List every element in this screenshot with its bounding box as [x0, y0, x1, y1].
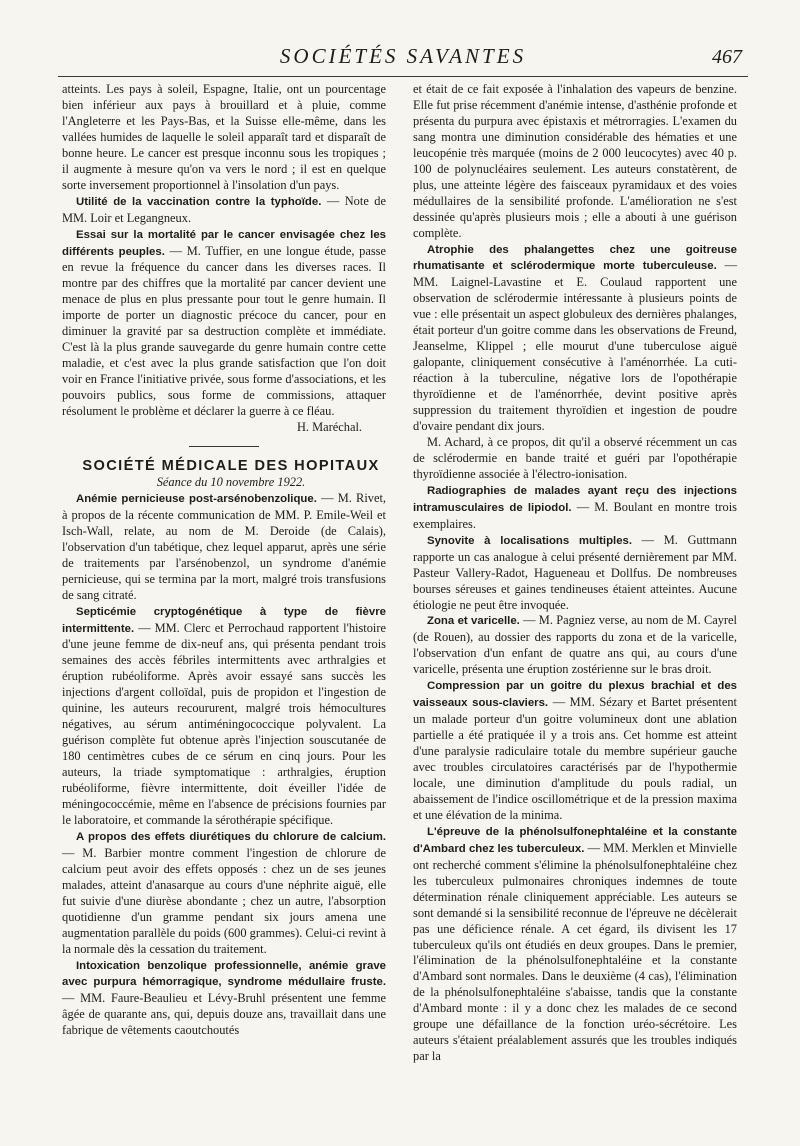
paragraph-typhoid [62, 194, 386, 227]
heading-zona: Zona et varicelle. [427, 615, 520, 628]
left-column [62, 82, 386, 1039]
session-date: Séance du 10 novembre 1922. [156, 474, 306, 489]
paragraph-cancer [62, 227, 386, 420]
text-synovite: — M. Guttmann rapporte un cas analogue à celui présenté dernièrement par MM. Pasteur Vallery-Radot, Hagueneau et Dollfus. De nombreuses bourses séreuses et gaines tendineuses étaient atteintes. Aucune étiologie ne peut être invoquée. [413, 532, 737, 612]
paragraph-synovite [413, 533, 737, 614]
running-head: SOCIÉTÉS SAVANTES [279, 44, 527, 68]
paragraph-intoxication [62, 958, 386, 1040]
heading-epreuve: L'épreuve de la phénolsulfonephtaléine et la constante d'Ambard chez les tuberculeux. [413, 825, 737, 855]
paragraph-septicemie [62, 604, 386, 829]
heading-atrophie: Atrophie des phalangettes chez une goitreuse rhumatisante et sclérodermique morte tuberculeuse. [413, 243, 737, 273]
heading-radiographies: Radiographies de malades ayant reçu des injections intramusculaires de lipiodol. [413, 484, 737, 514]
heading-intoxication: Intoxication benzolique professionnelle, anémie grave avec purpura hémorragique, syndrome médullaire fruste. [62, 959, 386, 989]
heading-septicemie: Septicémie cryptogénétique à type de fièvre intermittente. [62, 605, 386, 635]
text-epreuve: — MM. Merklen et Minvielle ont recherché comment s'élimine la phénolsulfonephtaléine chez les tuberculeux pulmonaires chroniques indemnes de toute détermination rénale cliniquement appréciable. Les auteurs se sont demandé si la sensibilité reconnue de l'épreuve ne décèlerait pas une déficience rénale. A cet égard, ils divisent les 17 tuberculeux qu'ils ont étudiés en deux groupes. Dans le premier, l'élimination de la phénolsulfonephtaléine et la constante d'Ambard sont normales. Dans le deuxième (4 cas), l'élimination de la phénolsulfonephtaléine s'abaisse, tandis que la constante d'Ambard monte : il y a donc chez les malades de ce second groupe une défaillance de la fonction uréo-sécrétoire. Les auteurs s'étaient préalablement assurés que les troubles indiqués par la [413, 840, 737, 1064]
text-compression: — MM. Sézary et Bartet présentent un malade porteur d'un goitre volumineux dont une ablation partielle a été pratiquée il y a trois ans. Cet homme est atteint d'une paralysie radiculaire totale du membre supérieur gauche avec troubles circulatoires caractérisés par de l'hypothermie locale, une diminution d'amplitude du pouls radial, un abaissement de l'indice oscillométrique et de la pression maxima et une élévation de la minima. [413, 695, 737, 822]
paragraph-atrophie [413, 242, 737, 435]
text-radiographies: — M. Boulant en montre trois exemplaires. [413, 499, 737, 531]
paragraph-epreuve [413, 824, 737, 1065]
heading-synovite: Synovite à localisations multiples. [427, 534, 633, 547]
text-septicemie: — MM. Clerc et Perrochaud rapportent l'histoire d'une jeune femme de dix-neuf ans, qui présenta pendant trois semaines des accès fébriles intermittents avec arthralgies et éruption rubéoliforme. Après avoir essayé sans succès les injections d'argent colloïdal, puis de propidon et l'ingestion de quinine, les auteurs recoururent, malgré trois hémocultures négatives, au sérum antiméningococcique polyvalent. La guérison complète fut obtenue après l'injection souscutanée de 180 centimètres cubes de ce sérum en cinq jours. Pour les auteurs, la triade symptomatique : arthralgies, éruption rubéoliforme, fièvre intermittente, doit éveiller l'idée de méningococcémie, même en l'absence de précisions fournies par le laboratoire, et commande la sérothérapie spécifique. [62, 620, 386, 827]
paragraph-zona [413, 613, 737, 678]
heading-anemie: Anémie pernicieuse post-arsénobenzolique. [76, 492, 317, 505]
text-cancer: — M. Tuffier, en une longue étude, passe en revue la fréquence du cancer dans les diverses races. Il montre par des chiffres que la mortalité par cancer devient une menace de plus en plus pressante pour tout le genre humain. Il importe de porter un diagnostic précoce du cancer, pour en diminuer la gravité par sa destruction complète et immédiate. C'est là la plus grande sauvegarde du genre humain contre cette maladie, et c'est avec la plus grande satisfaction que l'on doit voir en France l'initiative privée, sous forme d'associations, et les pouvoirs publics, sous forme de commissions, attaquer résolument le problème et déclarer la guerre à ce fléau. [62, 243, 386, 419]
heading-cancer: Essai sur la mortalité par le cancer envisagée chez les différents peuples. [62, 228, 386, 258]
signature: H. Maréchal. [296, 420, 362, 435]
heading-typhoid: Utilité de la vaccination contre la typhoïde. [76, 195, 322, 208]
page-number: 467 [712, 46, 742, 68]
paragraph-compression [413, 678, 737, 824]
section-title: SOCIÉTÉ MÉDICALE DES HOPITAUX [82, 457, 380, 474]
text-zona: — M. Pagniez verse, au nom de M. Cayrel (de Rouen), au dossier des rapports du zona et de la varicelle, l'observation d'un enfant de quatre ans qui, au cours d'une varicelle, présenta une éruption zostérienne sur le bras droit. [413, 613, 737, 677]
text-atrophie: — MM. Laignel-Lavastine et E. Coulaud rapportent une observation de sclérodermie intéressante à plusieurs points de vue : elle présentait un aspect globuleux des dernières phalanges, était porteur d'un goitre comme dans les observations de Freund, Jeanselme, Klippel ; elle mourut d'une tuberculose aiguë galopante, cliniquement consécutive à l'aménorrhée. La cuti-réaction à la tuberculine, négative lors de l'opothérapie thyroïdienne et de l'aménorrhée, devint positive après suppression du traitement thyroïdien et ingestion de poudre d'ovaire pendant dix jours. [413, 258, 737, 434]
paragraph-achard: M. Achard, à ce propos, dit qu'il a observé récemment un cas de sclérodermie en bande traité et guéri par l'opothérapie thyroïdienne associée à l'électro-ionisation. [413, 434, 737, 481]
text-typhoid: — Note de MM. Loir et Legangneux. [62, 193, 387, 225]
paragraph-diuretiques [62, 829, 386, 958]
heading-diuretiques: A propos des effets diurétiques du chlorure de calcium. [76, 830, 386, 843]
heading-compression: Compression par un goitre du plexus brachial et des vaisseaux sous-claviers. [413, 680, 737, 710]
paragraph-radiographies [413, 483, 737, 533]
paragraph-insolation: atteints. Les pays à soleil, Espagne, Italie, ont un pourcentage bien inférieur aux pays à brouillard et à pluie, comme l'Angleterre et les Pays-Bas, et la Suisse elle-même, dans les vallées humides de laquelle le soleil apparaît tard et disparaît de bonne heure. Le cancer est presque inconnu sous les tropiques ; il augmente à mesure qu'on va vers le nord ; il est en quelque sorte inversement proportionnel à l'insolation d'un pays. [62, 82, 386, 192]
paragraph-anemie [62, 491, 386, 604]
text-intoxication: — MM. Faure-Beaulieu et Lévy-Bruhl présentent une femme âgée de quarante ans, qui, depuis douze ans, travaillait dans une fabrique de vêtements caoutchoutés [62, 991, 386, 1038]
paragraph-benzine: et était de ce fait exposée à l'inhalation des vapeurs de benzine. Elle fut prise récemment d'anémie intense, d'asthénie profonde et présenta du purpura avec épistaxis et métrorragies. L'examen du sang montra une diminution considérable des hématies et une leucopénie très marquée (moins de 2 000 leucocytes) avec 40 p. 100 de polynucléaires seulement. Les auteurs constatèrent, de plus, une atteinte légère des faisceaux pyramidaux et des voies médullaires de la sensibilité profonde. L'amélioration ne s'est dessinée qu'après plusieurs mois ; elle a abouti à une guérison complète. [413, 82, 737, 240]
text-anemie: — M. Rivet, à propos de la récente communication de MM. P. Emile-Weil et Isch-Wall, relate, au nom de M. Deroide (de Calais), l'observation d'un tabétique, chez lequel apparut, après une série de traitements par l'arsénobenzol, un syndrome d'anémie pernicieuse, qui se termina par la mort, malgré trois transfusions de sang citraté. [62, 490, 386, 602]
section-divider [189, 446, 259, 447]
right-column [413, 82, 737, 1065]
text-diuretiques: — M. Barbier montre comment l'ingestion de chlorure de calcium peut avoir des effets opposés : chez un de ses jeunes malades, atteint d'anasarque au cours d'une néphrite aiguë, elle fut suivie d'une diurèse abondante ; chez un autre, l'absorption quotidienne d'un gramme pendant six jours amena une augmentation parallèle du poids (600 grammes). Celui-ci revint à la normale dès la cessation du traitement. [62, 845, 386, 956]
page-header [58, 40, 748, 77]
